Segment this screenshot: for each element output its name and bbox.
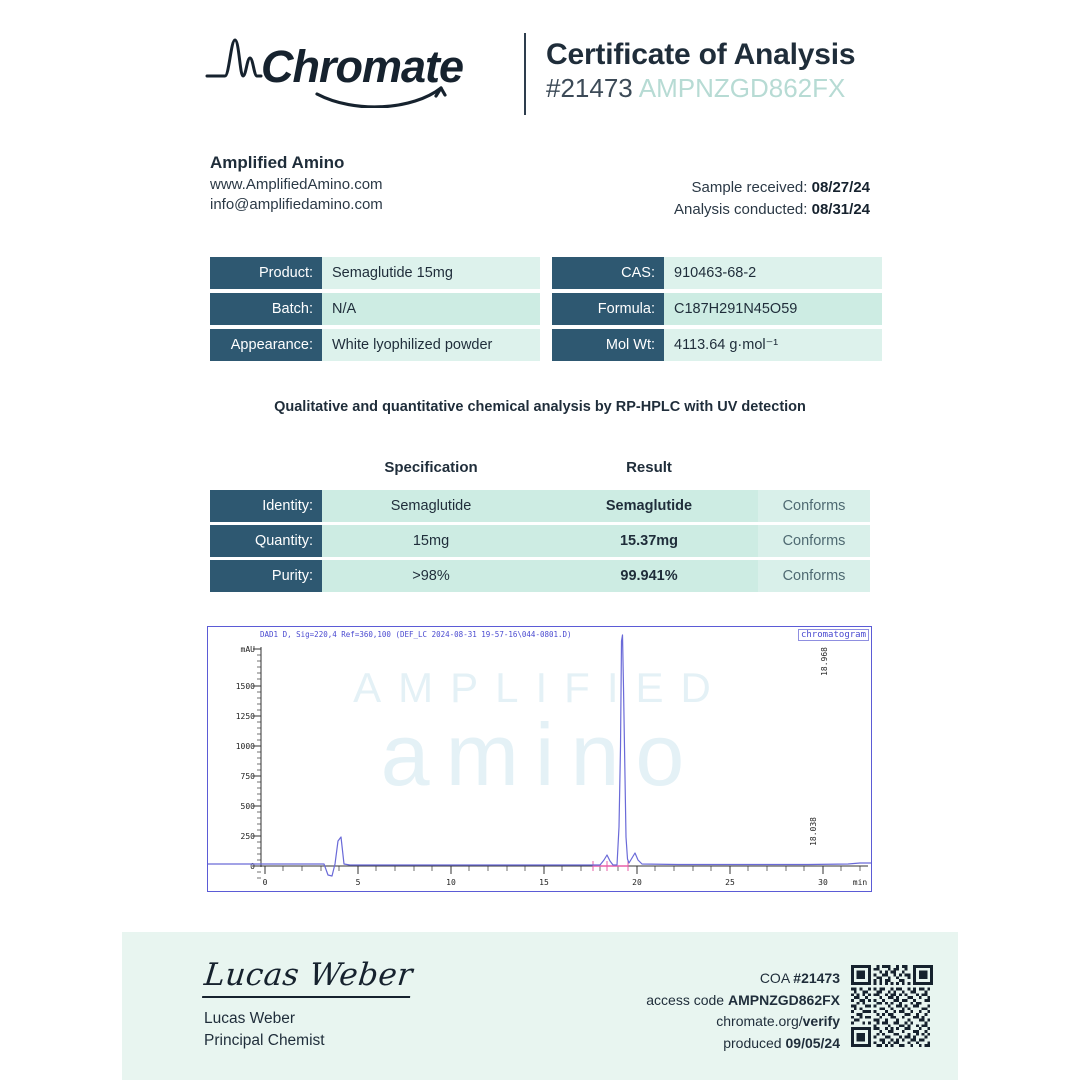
svg-text:250: 250 [240,832,255,841]
formula-label: Formula: [552,293,664,325]
appearance-label: Appearance: [210,329,322,361]
molwt-value: 4113.64 g·mol⁻¹ [664,329,882,361]
purity-result: 99.941% [540,560,758,592]
quantity-label: Quantity: [210,525,322,557]
analysis-conducted-value: 08/31/24 [811,200,870,218]
access-code-line [646,990,840,1012]
chromatogram-impurity-peak-label: 18.038 [809,817,818,846]
header-divider [524,33,526,115]
purity-label: Purity: [210,560,322,592]
signer-title: Principal Chemist [204,1032,325,1050]
purity-status-badge: Conforms [758,560,870,592]
svg-text:mAU: mAU [240,645,255,654]
cas-label: CAS: [552,257,664,289]
svg-text:20: 20 [632,878,642,887]
cas-value: 910463-68-2 [664,257,882,289]
results-header-status [758,459,870,476]
appearance-value: White lyophilized powder [322,329,540,361]
company-name: Amplified Amino [210,153,345,172]
sample-received-row [674,177,870,199]
verify-url-line[interactable] [646,1011,840,1033]
verification-qr-code[interactable] [851,965,933,1047]
access-code-label: access code [646,991,725,1008]
access-code-value: AMPNZGD862FX [727,991,840,1008]
purity-spec: >98% [322,560,540,592]
formula-value: C187H291N45O59 [664,293,882,325]
quantity-spec: 15mg [322,525,540,557]
signature-image: Lucas Weber [202,960,414,998]
product-label: Product: [210,257,322,289]
coa-line-value: #21473 [793,970,840,986]
molwt-label: Mol Wt: [552,329,664,361]
table-gap [540,293,552,325]
produced-value: 09/05/24 [785,1035,840,1052]
svg-text:5: 5 [355,878,361,887]
page-title: Certificate of Analysis [546,38,856,71]
chromatogram-corner-tag: chromatogram [798,629,869,641]
svg-text:25: 25 [725,878,735,887]
company-website[interactable]: www.AmplifiedAmino.com [210,175,383,193]
svg-text:1000: 1000 [235,742,255,751]
verify-url-prefix: chromate.org/ [716,1013,803,1030]
results-header-specification: Specification [384,459,478,476]
product-info-table [210,257,870,361]
produced-label: produced [723,1035,782,1052]
chromatogram-signal-header: DAD1 D, Sig=220,4 Ref=360,100 (DEF_LC 2024-08-31 19-57-16\044-0801.D) [260,630,572,639]
identity-spec: Semaglutide [322,490,540,522]
watermark-bottom-text: amino [380,705,701,804]
chromatogram-panel [207,626,872,892]
verify-url-path: verify [802,1013,840,1030]
dates-block [674,177,870,221]
quantity-status-badge: Conforms [758,525,870,557]
identity-label: Identity: [210,490,322,522]
company-email[interactable]: info@amplifiedamino.com [210,196,383,214]
coa-identifier-line [546,74,966,104]
svg-text:Chromate: Chromate [261,41,464,92]
header-titles [546,38,966,104]
coa-line [646,968,840,990]
identity-result: Semaglutide [540,490,758,522]
chromate-logo [205,30,505,108]
coa-access-code: AMPNZGD862FX [638,73,846,103]
svg-text:15: 15 [539,878,549,887]
verification-block [646,968,840,1055]
analysis-conducted-row [674,199,870,221]
svg-text:min: min [852,878,868,887]
signature-block [202,957,534,1053]
sample-received-value: 08/27/24 [811,179,870,196]
svg-text:0: 0 [262,878,268,887]
footer-band [122,932,958,1080]
svg-text:500: 500 [240,802,255,811]
batch-value: N/A [322,293,540,325]
company-block [210,152,383,215]
chromatogram-plot [208,627,872,892]
results-table-header [210,459,870,476]
svg-text:1250: 1250 [235,712,255,721]
coa-line-label: COA [759,970,790,986]
analysis-conducted-label: Analysis conducted: [674,200,808,218]
watermark-top-text: AMPLIFIED [353,664,728,711]
coa-number: #21473 [546,73,633,103]
chromatogram-main-peak-label: 18.968 [820,647,829,676]
results-header-blank [210,459,322,476]
svg-text:0: 0 [250,862,255,871]
svg-text:30: 30 [818,878,828,887]
signer-info [204,1008,534,1053]
product-value: Semaglutide 15mg [322,257,540,289]
svg-text:1500: 1500 [235,682,255,691]
results-header-result: Result [626,459,672,476]
batch-label: Batch: [210,293,322,325]
svg-text:10: 10 [446,878,456,887]
identity-status-badge: Conforms [758,490,870,522]
results-table [210,490,870,592]
svg-text:750: 750 [240,772,255,781]
analysis-method-caption: Qualitative and quantitative chemical analysis by RP-HPLC with UV detection [274,399,806,415]
table-gap [540,257,552,289]
sample-received-label: Sample received: [691,179,808,196]
quantity-result: 15.37mg [540,525,758,557]
table-gap [540,329,552,361]
signer-name: Lucas Weber [204,1010,296,1027]
produced-line [646,1033,840,1055]
